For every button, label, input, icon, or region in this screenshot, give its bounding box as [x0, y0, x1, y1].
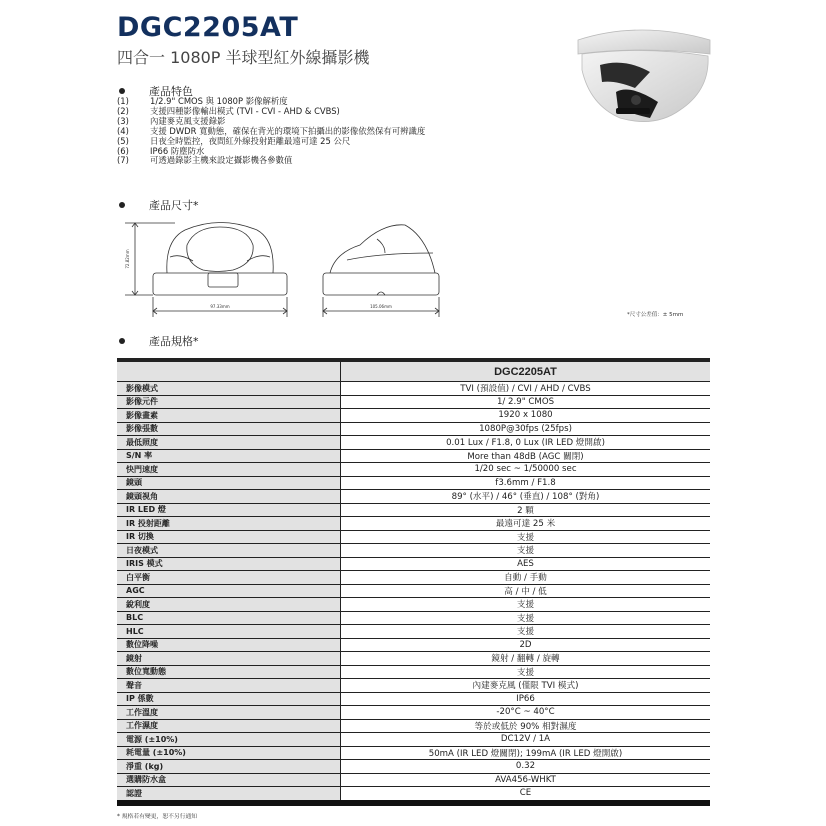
table-row	[117, 706, 710, 720]
spec-key: IP 係數	[117, 692, 341, 706]
spec-key: IRIS 模式	[117, 557, 341, 571]
spec-key: 認證	[117, 787, 341, 803]
table-row	[117, 611, 710, 625]
feature-item: (5) 日夜全時監控，夜間紅外線投射距離最遠可達 25 公尺	[117, 135, 351, 146]
spec-value: AES	[341, 557, 711, 571]
bullet-icon	[119, 338, 125, 344]
specs-heading-label: 產品規格*	[149, 335, 199, 348]
table-row	[117, 679, 710, 693]
spec-key: 電源 (±10%)	[117, 733, 341, 747]
table-row	[117, 382, 710, 396]
spec-value: 0.01 Lux / F1.8, 0 Lux (IR LED 燈開啟)	[341, 436, 711, 450]
table-row	[117, 395, 710, 409]
spec-key: IR 投射距離	[117, 517, 341, 531]
table-row	[117, 760, 710, 774]
spec-value: 自動 / 手動	[341, 571, 711, 585]
spec-key: 耗電量 (±10%)	[117, 746, 341, 760]
spec-key: 快門速度	[117, 463, 341, 477]
spec-key: 影像畫素	[117, 409, 341, 423]
spec-key: 選購防水盒	[117, 773, 341, 787]
spec-value: IP66	[341, 692, 711, 706]
front-width-dimension-label: 97.33mm	[210, 304, 230, 309]
spec-key: AGC	[117, 584, 341, 598]
spec-value: 1080P@30fps (25fps)	[341, 422, 711, 436]
table-row	[117, 719, 710, 733]
table-row	[117, 476, 710, 490]
table-row	[117, 652, 710, 666]
spec-header-model: DGC2205AT	[341, 360, 711, 382]
spec-value: 支援	[341, 665, 711, 679]
spec-value: 高 / 中 / 低	[341, 584, 711, 598]
spec-key: 影像張數	[117, 422, 341, 436]
spec-key: 聲音	[117, 679, 341, 693]
table-row	[117, 517, 710, 531]
spec-table-header	[117, 360, 710, 382]
table-row	[117, 598, 710, 612]
spec-key: 鏡頭	[117, 476, 341, 490]
table-row	[117, 463, 710, 477]
table-row	[117, 422, 710, 436]
table-row	[117, 530, 710, 544]
table-row	[117, 773, 710, 787]
feature-item: (1) 1/2.9" CMOS 與 1080P 影像解析度	[117, 96, 288, 106]
table-row	[117, 787, 710, 803]
spec-value: DC12V / 1A	[341, 733, 711, 747]
table-row	[117, 449, 710, 463]
table-row	[117, 665, 710, 679]
spec-value: 最遠可達 25 米	[341, 517, 711, 531]
spec-value: 0.32	[341, 760, 711, 774]
spec-value: 內建麥克風 (僅限 TVI 模式)	[341, 679, 711, 693]
bullet-icon	[119, 88, 125, 94]
spec-value: 等於或低於 90% 相對濕度	[341, 719, 711, 733]
table-row	[117, 409, 710, 423]
spec-table	[117, 358, 710, 806]
spec-key: 數位降噪	[117, 638, 341, 652]
spec-value: AVA456-WHKT	[341, 773, 711, 787]
dimensions-section-heading	[117, 197, 199, 213]
specs-section-heading	[117, 333, 199, 349]
table-row	[117, 571, 710, 585]
spec-key: 數位寬動態	[117, 665, 341, 679]
spec-key: 最低照度	[117, 436, 341, 450]
side-width-dimension-label: 105.06mm	[370, 304, 392, 309]
spec-key: S/N 率	[117, 449, 341, 463]
spec-value: 89° (水平) / 46° (垂直) / 108° (對角)	[341, 490, 711, 504]
spec-value: 2D	[341, 638, 711, 652]
dimension-drawing	[115, 215, 445, 320]
spec-key: 工作溫度	[117, 706, 341, 720]
spec-key: 影像模式	[117, 382, 341, 396]
feature-item: (4) 支援 DWDR 寬動態，確保在背光的環境下拍攝出的影像依然保有可辨識度	[117, 125, 426, 136]
spec-value: 支援	[341, 611, 711, 625]
table-row	[117, 733, 710, 747]
spec-value: 支援	[341, 544, 711, 558]
spec-value: TVI (預設值) / CVI / AHD / CVBS	[341, 382, 711, 396]
spec-key: 工作濕度	[117, 719, 341, 733]
spec-value: More than 48dB (AGC 關閉)	[341, 449, 711, 463]
spec-value: 1/ 2.9" CMOS	[341, 395, 711, 409]
spec-value: 支援	[341, 598, 711, 612]
table-row	[117, 625, 710, 639]
spec-key: IR 切換	[117, 530, 341, 544]
spec-key: 白平衡	[117, 571, 341, 585]
feature-item: (2) 支援四種影像輸出模式 (TVI - CVI - AHD & CVBS)	[117, 105, 340, 116]
bullet-icon	[119, 202, 125, 208]
spec-key: 淨重 (kg)	[117, 760, 341, 774]
features-list	[117, 97, 425, 166]
table-row	[117, 490, 710, 504]
spec-value: 支援	[341, 530, 711, 544]
spec-value: 2 顆	[341, 503, 711, 517]
feature-item: (7) 可透過錄影主機來設定攝影機各參數值	[117, 155, 293, 166]
spec-footnote: * 規格若有變更，恕不另行通知	[117, 814, 198, 820]
table-row	[117, 544, 710, 558]
dome-camera-image	[560, 10, 720, 135]
features-heading-label: 產品特色	[149, 85, 193, 98]
table-row	[117, 692, 710, 706]
table-row	[117, 557, 710, 571]
spec-value: 1920 x 1080	[341, 409, 711, 423]
table-row	[117, 584, 710, 598]
spec-key: 影像元件	[117, 395, 341, 409]
spec-value: 50mA (IR LED 燈關閉); 199mA (IR LED 燈開啟)	[341, 746, 711, 760]
spec-key: 鏡射	[117, 652, 341, 666]
spec-key: 鏡頭視角	[117, 490, 341, 504]
table-row	[117, 436, 710, 450]
product-subtitle: 四合一 1080P 半球型紅外線攝影機	[117, 48, 370, 67]
tolerance-note: *尺寸公差值：± 5mm	[627, 312, 684, 318]
table-row	[117, 746, 710, 760]
spec-value: 1/20 sec ~ 1/50000 sec	[341, 463, 711, 477]
product-model-title: DGC2205AT	[117, 12, 299, 43]
spec-header-key	[117, 360, 341, 382]
spec-value: CE	[341, 787, 711, 803]
spec-value: f3.6mm / F1.8	[341, 476, 711, 490]
feature-item: (3) 內建麥克風支援錄影	[117, 115, 226, 126]
spec-key: HLC	[117, 625, 341, 639]
spec-key: 日夜模式	[117, 544, 341, 558]
height-dimension-label: 72.82mm	[125, 249, 130, 269]
table-row	[117, 503, 710, 517]
spec-key: 銳利度	[117, 598, 341, 612]
spec-value: -20°C ~ 40°C	[341, 706, 711, 720]
spec-key: IR LED 燈	[117, 503, 341, 517]
dimensions-heading-label: 產品尺寸*	[149, 199, 199, 212]
spec-value: 鏡射 / 翻轉 / 旋轉	[341, 652, 711, 666]
table-row	[117, 638, 710, 652]
spec-value: 支援	[341, 625, 711, 639]
feature-item: (6) IP66 防塵防水	[117, 145, 205, 156]
spec-key: BLC	[117, 611, 341, 625]
